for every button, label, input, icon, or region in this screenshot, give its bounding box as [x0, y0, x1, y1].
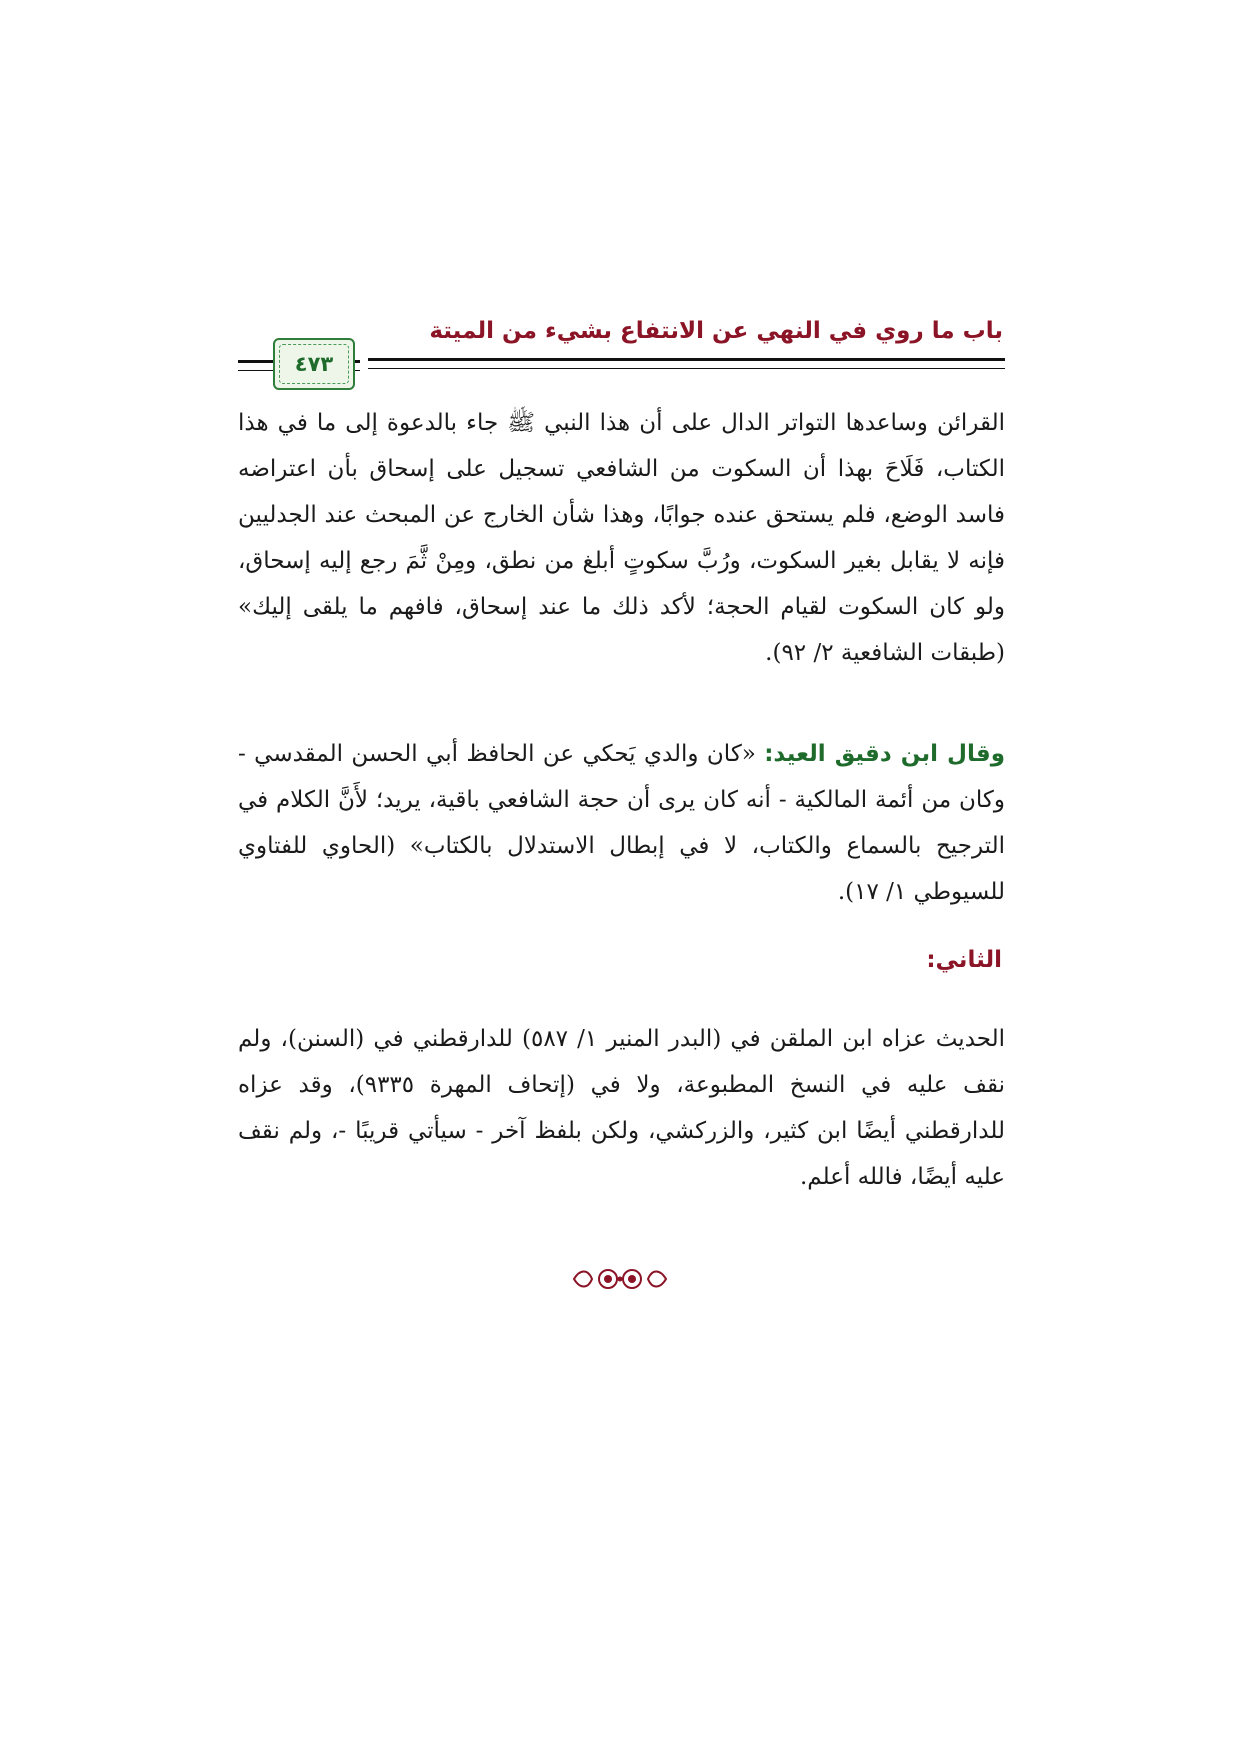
chapter-title: باب ما روي في النهي عن الانتفاع بشيء من الميتة [429, 318, 1003, 344]
paragraph-text: القرائن وساعدها التواتر الدال على أن هذا النبي ﷺ جاء بالدعوة إلى ما في هذا الكتاب، فَلَاحَ بهذا أن السكوت من الشافعي تسجيل على إسحاق بأن اعتراضه فاسد الوضع، فلم يستحق عنده جوابًا، وهذا شأن الخارج عن المبحث عند الجدليين فإنه لا يقابل بغير السكوت، ورُبَّ سكوتٍ أبلغ من نطق، ومِنْ ثَّمَ رجع إليه إسحاق، ولو كان السكوت لقيام الحجة؛ لأكد ذلك ما عند إسحاق، فافهم ما يلقى إليك» (طبقات الشافعية ٢/ ٩٢). [238, 410, 1005, 666]
body-paragraph-2 [238, 731, 1005, 915]
quote-attribution: وقال ابن دقيق العيد: [764, 741, 1005, 767]
quote-text: «كان والدي يَحكي عن الحافظ أبي الحسن المقدسي - وكان من أئمة المالكية - أنه كان يرى أن حجة الشافعي باقية، يريد؛ لأَنَّ الكلام في الترجيح بالسماع والكتاب، لا في إبطال الاستدلال بالكتاب» (الحاوي للفتاوي للسيوطي ١/ ١٧). [238, 741, 1005, 905]
header-rule-right [368, 358, 1005, 369]
paragraph-text: الحديث عزاه ابن الملقن في (البدر المنير ١/ ٥٨٧) للدارقطني في (السنن)، ولم نقف عليه في النسخ المطبوعة، ولا في (إتحاف المهرة ٩٣٣٥)، وقد عزاه للدارقطني أيضًا ابن كثير، والزركشي، ولكن بلفظ آخر - سيأتي قريبًا -، ولم نقف عليه أيضًا، فالله أعلم. [238, 1026, 1006, 1190]
section-heading: الثاني: [926, 947, 1002, 973]
page-header [238, 318, 1005, 388]
body-paragraph-3 [238, 1016, 1005, 1200]
page-number: ٤٧٣ [294, 352, 334, 376]
body-paragraph-1 [238, 400, 1005, 676]
floral-divider-icon [570, 1265, 670, 1293]
paragraph-text [238, 731, 1005, 915]
page-number-badge [273, 338, 355, 390]
